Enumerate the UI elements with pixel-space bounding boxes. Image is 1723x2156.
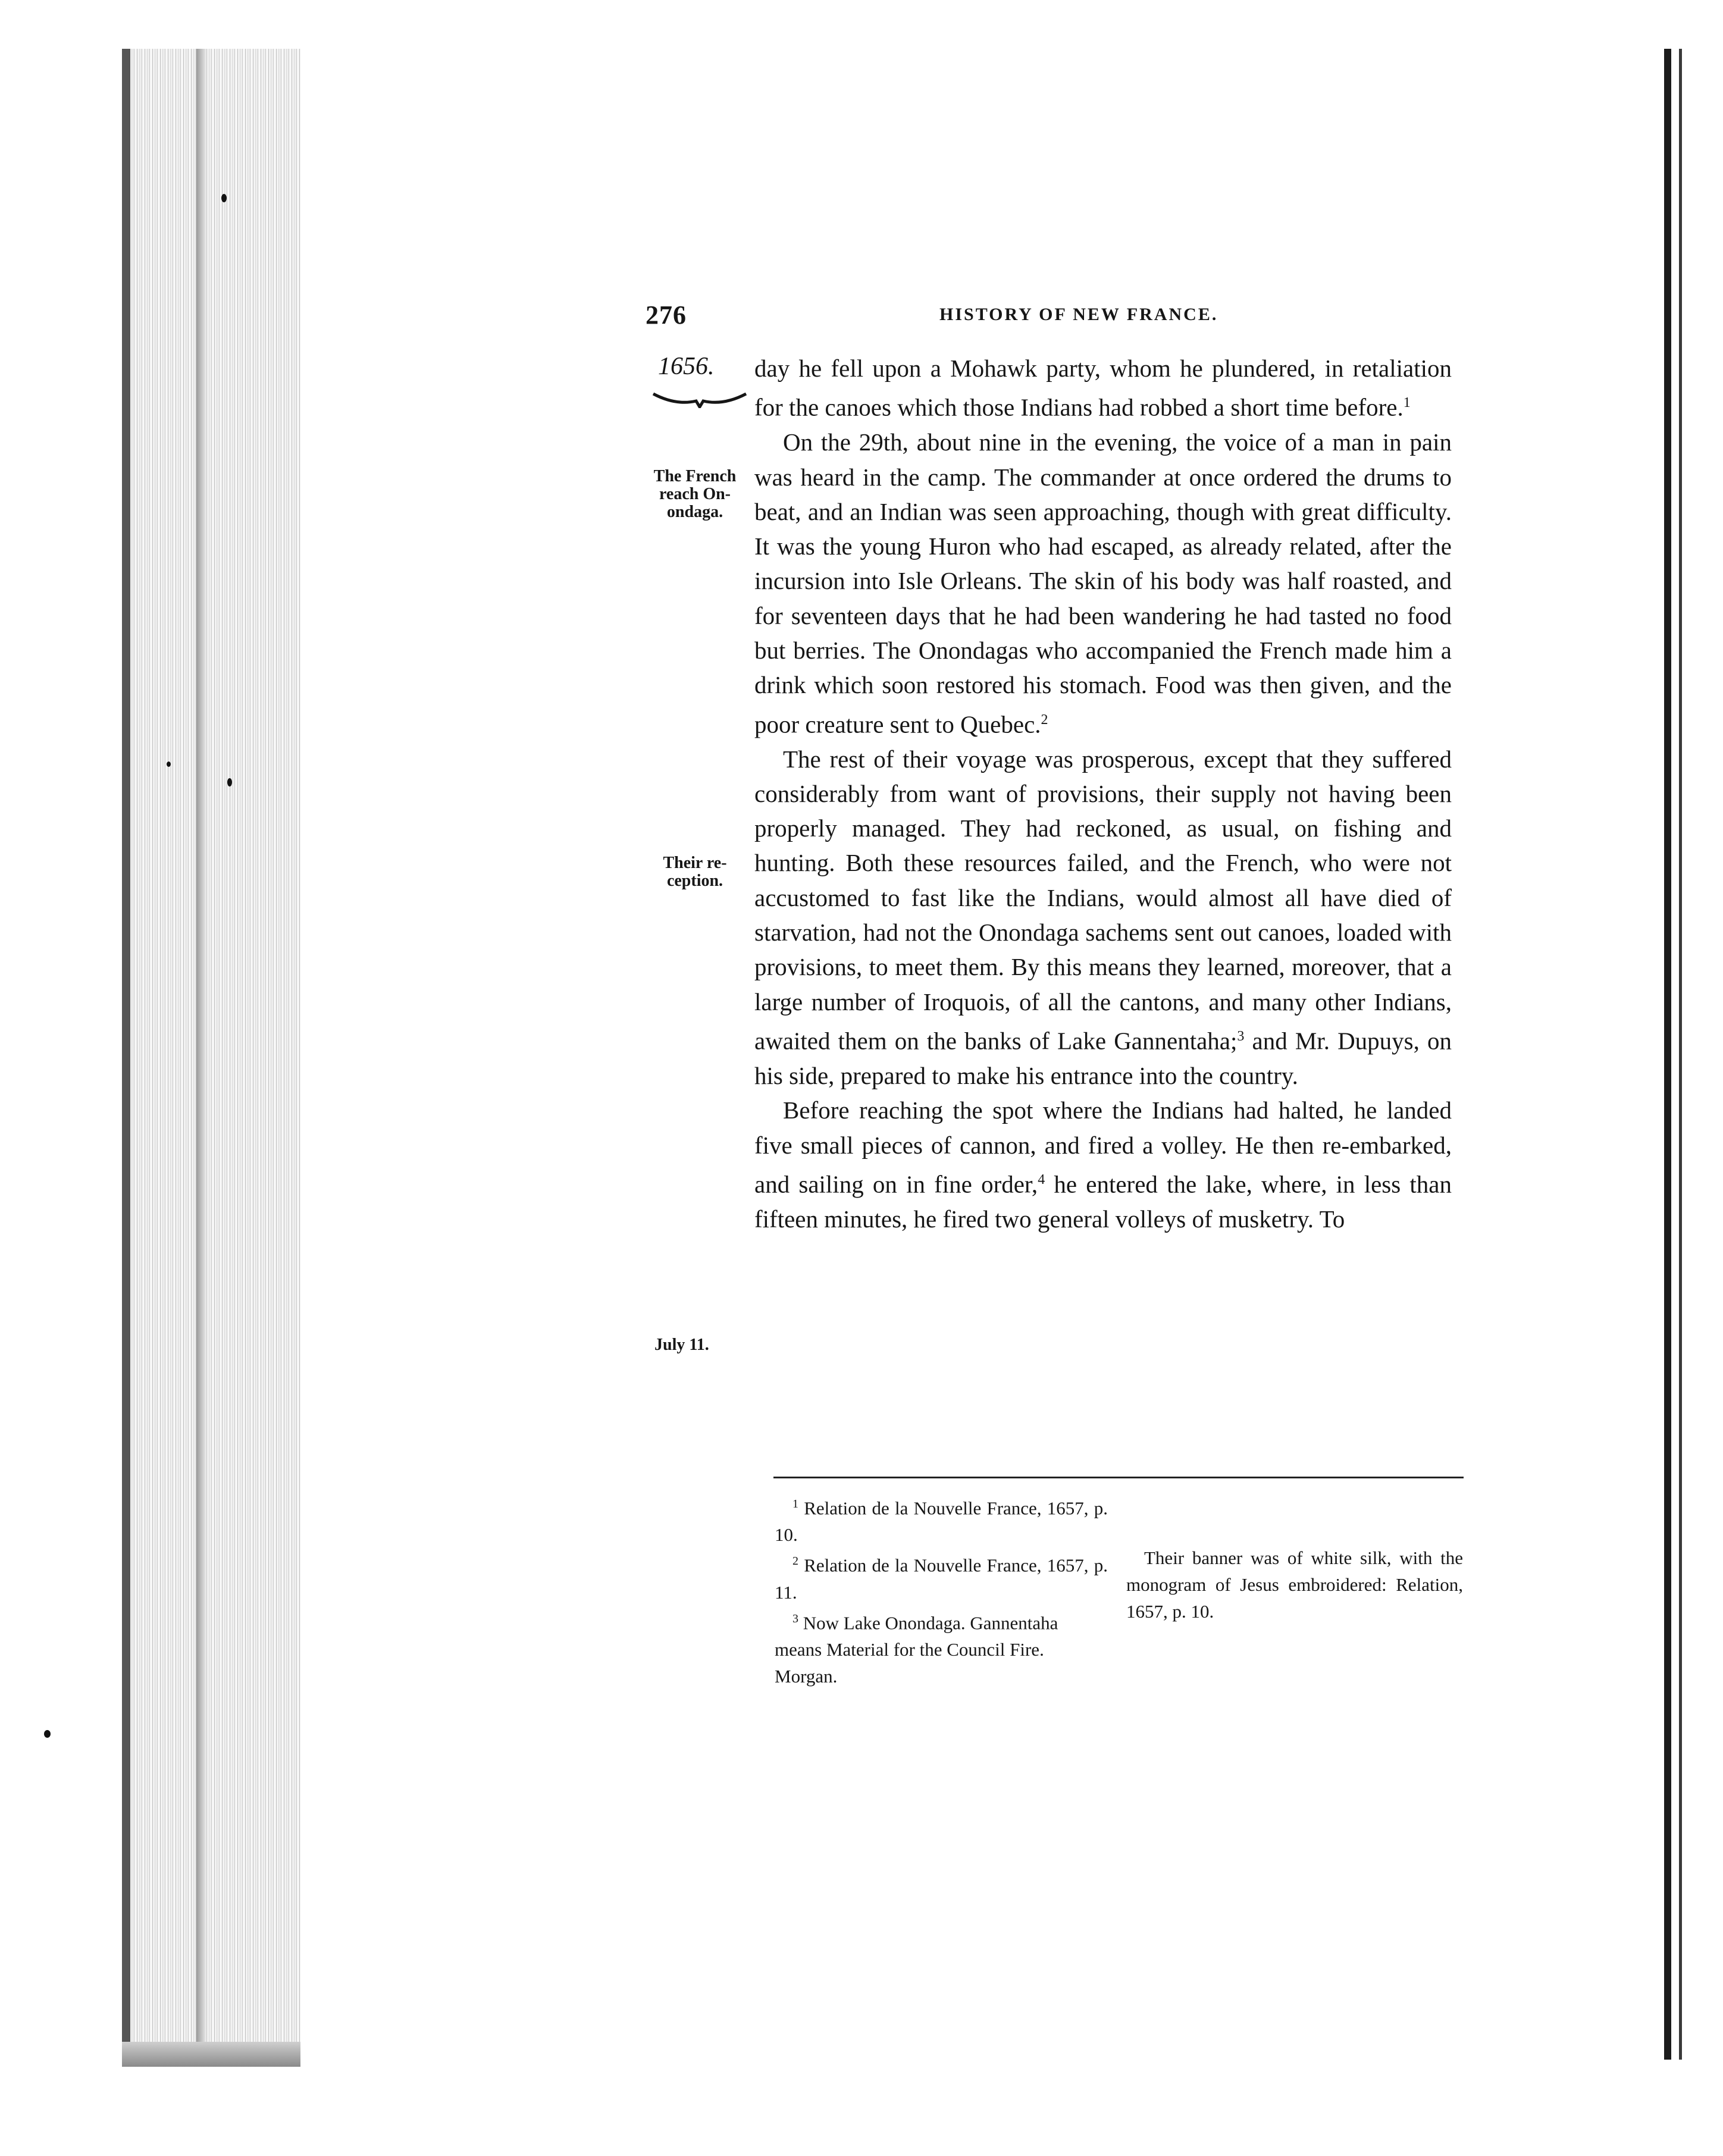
book-page-edges (122, 49, 300, 2067)
footnote-3 (775, 1606, 1108, 1690)
footnotes-left-column (775, 1491, 1108, 1690)
footnote-mark: 2 (792, 1555, 798, 1568)
facing-page-edge (1664, 49, 1671, 2060)
footnote-text: Now Lake Onondaga. Gannentaha means Material for the Council Fire. Morgan. (775, 1612, 1058, 1687)
footnote-2 (775, 1548, 1108, 1605)
footnote-ref: 1 (1403, 395, 1411, 411)
book-spine-shadow (122, 49, 130, 2067)
paragraph-4 (754, 1093, 1452, 1236)
margin-note-line: ondaga. (666, 503, 723, 521)
paragraph-text: The rest of their voyage was prosperous, except that they suffered considerably from want of provisions, their supply not having been properly managed. They had reckoned, as usual, on fishing and hunting. Both these resources failed, and the French, who were not accustomed to fast like the Indians, would almost all have died of starvation, had not the Onondaga sachems sent out canoes, loaded with provisions, to meet them. By this means they learned, moreover, that a large number of Iroquois, of all the cantons, and many other Indians, awaited them on the banks of Lake Gannentaha; (754, 745, 1452, 1055)
footnote-text: Their banner was of white silk, with the monogram of Jesus embroidered: Relation, 1657, p. 10. (1126, 1547, 1463, 1622)
facing-page-edge-line (1679, 49, 1682, 2060)
paragraph-text: he entered the lake, where, in less than fifteen minutes, he fired two general volleys of musketry. To (754, 1170, 1452, 1233)
margin-note-reception (641, 854, 748, 890)
footnote-ref: 2 (1041, 712, 1048, 728)
footnotes-right-column (1126, 1491, 1463, 1625)
paragraph-3 (754, 742, 1452, 1093)
scan-speck (167, 762, 171, 767)
margin-note-date: July 11. (654, 1336, 709, 1354)
margin-note-line: The French (653, 467, 737, 485)
running-title: HISTORY OF NEW FRANCE. (939, 305, 1218, 324)
footnote-1 (775, 1491, 1108, 1548)
footnote-mark: 1 (792, 1497, 798, 1511)
margin-note-line: Their re- (663, 854, 727, 872)
paragraph-text: and Mr. Dupuys, on his side, prepared to make his entrance into the country. (754, 1027, 1452, 1089)
footnote-4 (1126, 1544, 1463, 1625)
scan-speck (221, 194, 227, 202)
scan-speck (227, 778, 232, 786)
book-bottom-edge (122, 2042, 300, 2067)
main-text (754, 351, 1452, 1236)
margin-year: 1656. (658, 353, 715, 380)
margin-note-french-reach (641, 468, 748, 521)
page-block-shadow (196, 49, 206, 2067)
margin-note-line: ception. (666, 872, 723, 890)
paragraph-text: day he fell upon a Mohawk party, whom he plundered, in retaliation for the canoes which those Indians had robbed a short time before. (754, 355, 1452, 421)
footnote-ref: 3 (1237, 1028, 1245, 1044)
scan-speck (44, 1730, 51, 1738)
footnote-ref: 4 (1038, 1171, 1045, 1187)
page-number: 276 (646, 300, 687, 330)
footnote-divider (773, 1477, 1464, 1478)
footnote-text: Relation de la Nouvelle France, 1657, p. 10. (775, 1497, 1108, 1546)
paragraph-2 (754, 425, 1452, 741)
footnote-mark: 3 (792, 1612, 798, 1625)
footnote-text: Relation de la Nouvelle France, 1657, p. 11. (775, 1555, 1108, 1603)
paragraph-1 (754, 351, 1452, 425)
running-head (646, 300, 1490, 336)
paragraph-text: Before reaching the spot where the Indians had halted, he landed five small pieces of cannon, and fired a volley. He then re-embarked, and sailing on in fine order, (754, 1096, 1452, 1198)
brace-ornament-icon (652, 390, 747, 408)
margin-note-line: reach On- (659, 485, 731, 503)
paragraph-text: On the 29th, about nine in the evening, the voice of a man in pain was heard in the camp. The commander at once ordered the drums to beat, and an Indian was seen approaching, though with great difficulty. It was the young Huron who had escaped, as already related, after the incursion into Isle Orleans. The skin of his body was half roasted, and for seventeen days that he had been wandering he had tasted no food but berries. The Onondagas who accompanied the French made him a drink which soon restored his stomach. Food was then given, and the poor creature sent to Quebec. (754, 428, 1452, 738)
